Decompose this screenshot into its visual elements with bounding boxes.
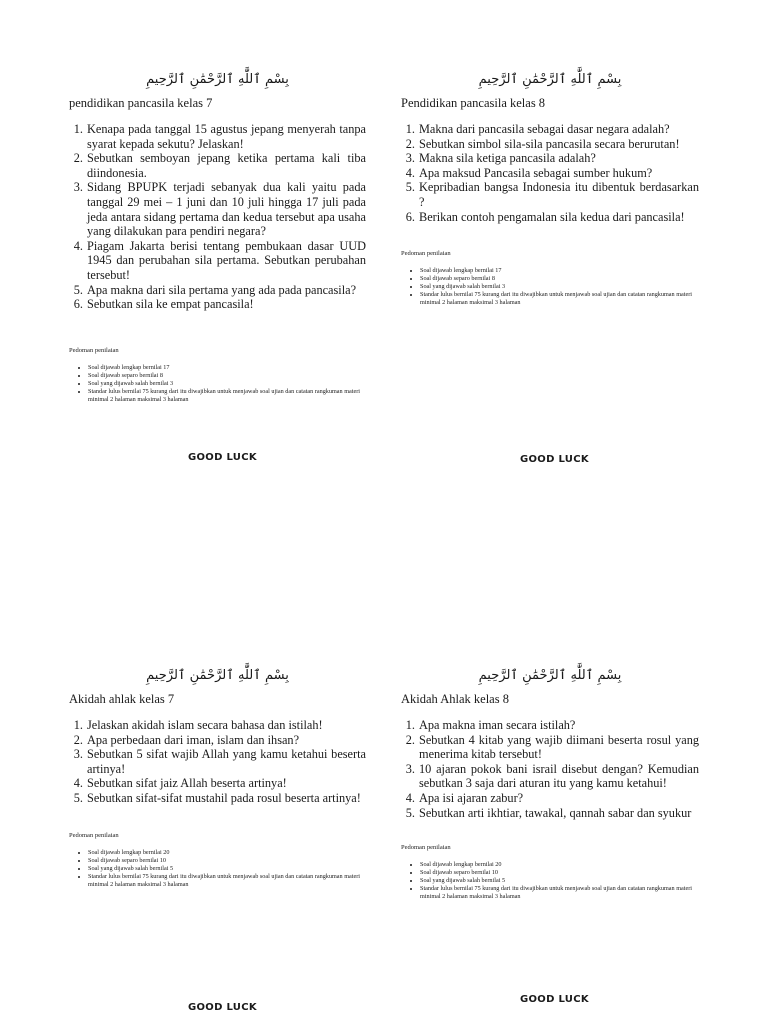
bismillah-heading: بِسْمِ ٱللَّٰهِ ٱلرَّحْمَٰنِ ٱلرَّحِيمِ	[146, 668, 289, 683]
question-item: 4. Apa isi ajaran zabur?	[418, 791, 699, 806]
question-item: 4. Piagam Jakarta berisi tentang pembukaan dasar UUD 1945 dan perubahan sila pertama. Sebutkan perubahan tersebut!	[86, 239, 366, 283]
criteria-item: • Soal dijawab lengkap bernilai 20	[420, 861, 699, 869]
question-list	[401, 122, 699, 224]
panel-title: Akidah ahlak kelas 7	[69, 692, 175, 706]
criteria-item: • Soal yang dijawab salah bernilai 3	[420, 283, 699, 291]
question-item: 6. Sebutkan sila ke empat pancasila!	[86, 297, 366, 312]
question-item: 5. Sebutkan sifat-sifat mustahil pada rosul beserta artinya!	[86, 791, 366, 806]
criteria-item: • Soal dijawab separo bernilai 8	[88, 372, 366, 380]
criteria-item: • Soal dijawab separo bernilai 8	[420, 275, 699, 283]
question-item: 2. Sebutkan semboyan jepang ketika pertama kali tiba diindonesia.	[86, 151, 366, 180]
panel-akidah-7	[69, 668, 366, 889]
criteria-list	[69, 364, 366, 404]
criteria-item: • Standar lulus bernilai 75 kurang dari itu diwajibkan untuk menjawab soal ujian dan catatan rangkuman materi minimal 2 halaman maksimal 3 halaman	[420, 885, 699, 901]
question-item: 4. Sebutkan sifat jaiz Allah beserta artinya!	[86, 776, 366, 791]
panel-title: pendidikan pancasila kelas 7	[69, 96, 213, 110]
criteria-item: • Soal dijawab lengkap bernilai 20	[88, 849, 366, 857]
question-item: 5. Sebutkan arti ikhtiar, tawakal, qannah sabar dan syukur	[418, 806, 699, 821]
panel-akidah-8	[401, 668, 699, 901]
good-luck-label: GOOD LUCK	[520, 454, 589, 465]
panel-title: Pendidikan pancasila kelas 8	[401, 96, 546, 110]
question-list	[69, 122, 366, 312]
criteria-item: • Standar lulus bernilai 75 kurang dari itu diwajibkan untuk menjawab soal ujian dan catatan rangkuman materi minimal 2 halaman maksimal 3 halaman	[88, 388, 366, 404]
bismillah-heading: بِسْمِ ٱللَّٰهِ ٱلرَّحْمَٰنِ ٱلرَّحِيمِ	[478, 668, 622, 683]
question-item: 1. Kenapa pada tanggal 15 agustus jepang menyerah tanpa syarat kepada sekutu? Jelaskan!	[86, 122, 366, 151]
question-item: 3. Sebutkan 5 sifat wajib Allah yang kamu ketahui beserta artinya!	[86, 747, 366, 776]
criteria-item: • Soal dijawab lengkap bernilai 17	[88, 364, 366, 372]
pedoman-heading: Pedoman penilaian	[69, 346, 119, 354]
question-item: 5. Apa makna dari sila pertama yang ada pada pancasila?	[86, 283, 366, 298]
criteria-item: • Standar lulus bernilai 75 kurang dari itu diwajibkan untuk menjawab soal ujian dan catatan rangkuman materi minimal 2 halaman maksimal 3 halaman	[420, 291, 699, 307]
pedoman-heading: Pedoman penilaian	[401, 250, 451, 258]
question-item: 2. Apa perbedaan dari iman, islam dan ihsan?	[86, 733, 366, 748]
question-item: 6. Berikan contoh pengamalan sila kedua dari pancasila!	[418, 210, 699, 225]
criteria-item: • Soal yang dijawab salah bernilai 3	[88, 380, 366, 388]
panel-pancasila-7	[69, 72, 366, 404]
question-item: 3. Makna sila ketiga pancasila adalah?	[418, 151, 699, 166]
pedoman-heading: Pedoman penilaian	[69, 831, 119, 839]
bismillah-heading: بِسْمِ ٱللَّٰهِ ٱلرَّحْمَٰنِ ٱلرَّحِيمِ	[478, 72, 622, 87]
question-item: 1. Jelaskan akidah islam secara bahasa dan istilah!	[86, 718, 366, 733]
question-list	[401, 718, 699, 820]
panel-pancasila-8	[401, 72, 699, 307]
criteria-list	[69, 849, 366, 889]
good-luck-label: GOOD LUCK	[188, 452, 257, 463]
criteria-item: • Soal dijawab lengkap bernilai 17	[420, 267, 699, 275]
criteria-item: • Soal dijawab separo bernilai 10	[420, 869, 699, 877]
question-item: 3. Sidang BPUPK terjadi sebanyak dua kali yaitu pada tanggal 29 mei – 1 juni dan 10 juli hingga 17 juli pada jeda antara sidang pertama dan kedua tersebut apa usaha yang dilakukan para pendiri negara?	[86, 180, 366, 238]
pedoman-heading: Pedoman penilaian	[401, 844, 451, 852]
question-item: 3. 10 ajaran pokok bani israil disebut dengan? Kemudian sebutkan 3 saja dari aturan itu yang kamu ketahui!	[418, 762, 699, 791]
criteria-item: • Soal yang dijawab salah bernilai 5	[88, 865, 366, 873]
good-luck-label: GOOD LUCK	[520, 994, 589, 1005]
question-item: 2. Sebutkan 4 kitab yang wajib diimani beserta rosul yang menerima kitab tersebut!	[418, 733, 699, 762]
question-item: 1. Makna dari pancasila sebagai dasar negara adalah?	[418, 122, 699, 137]
panel-title: Akidah Ahlak kelas 8	[401, 692, 509, 706]
bismillah-heading: بِسْمِ ٱللَّٰهِ ٱلرَّحْمَٰنِ ٱلرَّحِيمِ	[146, 72, 289, 87]
criteria-item: • Soal yang dijawab salah bernilai 5	[420, 877, 699, 885]
question-item: 1. Apa makna iman secara istilah?	[418, 718, 699, 733]
good-luck-label: GOOD LUCK	[188, 1002, 257, 1013]
criteria-list	[401, 861, 699, 901]
question-item: 5. Kepribadian bangsa Indonesia itu dibentuk berdasarkan ?	[418, 180, 699, 209]
criteria-list	[401, 267, 699, 307]
question-list	[69, 718, 366, 806]
criteria-item: • Soal dijawab separo bernilai 10	[88, 857, 366, 865]
criteria-item: • Standar lulus bernilai 75 kurang dari itu diwajibkan untuk menjawab soal ujian dan catatan rangkuman materi minimal 2 halaman maksimal 3 halaman	[88, 873, 366, 889]
question-item: 4. Apa maksud Pancasila sebagai sumber hukum?	[418, 166, 699, 181]
question-item: 2. Sebutkan simbol sila-sila pancasila secara berurutan!	[418, 137, 699, 152]
